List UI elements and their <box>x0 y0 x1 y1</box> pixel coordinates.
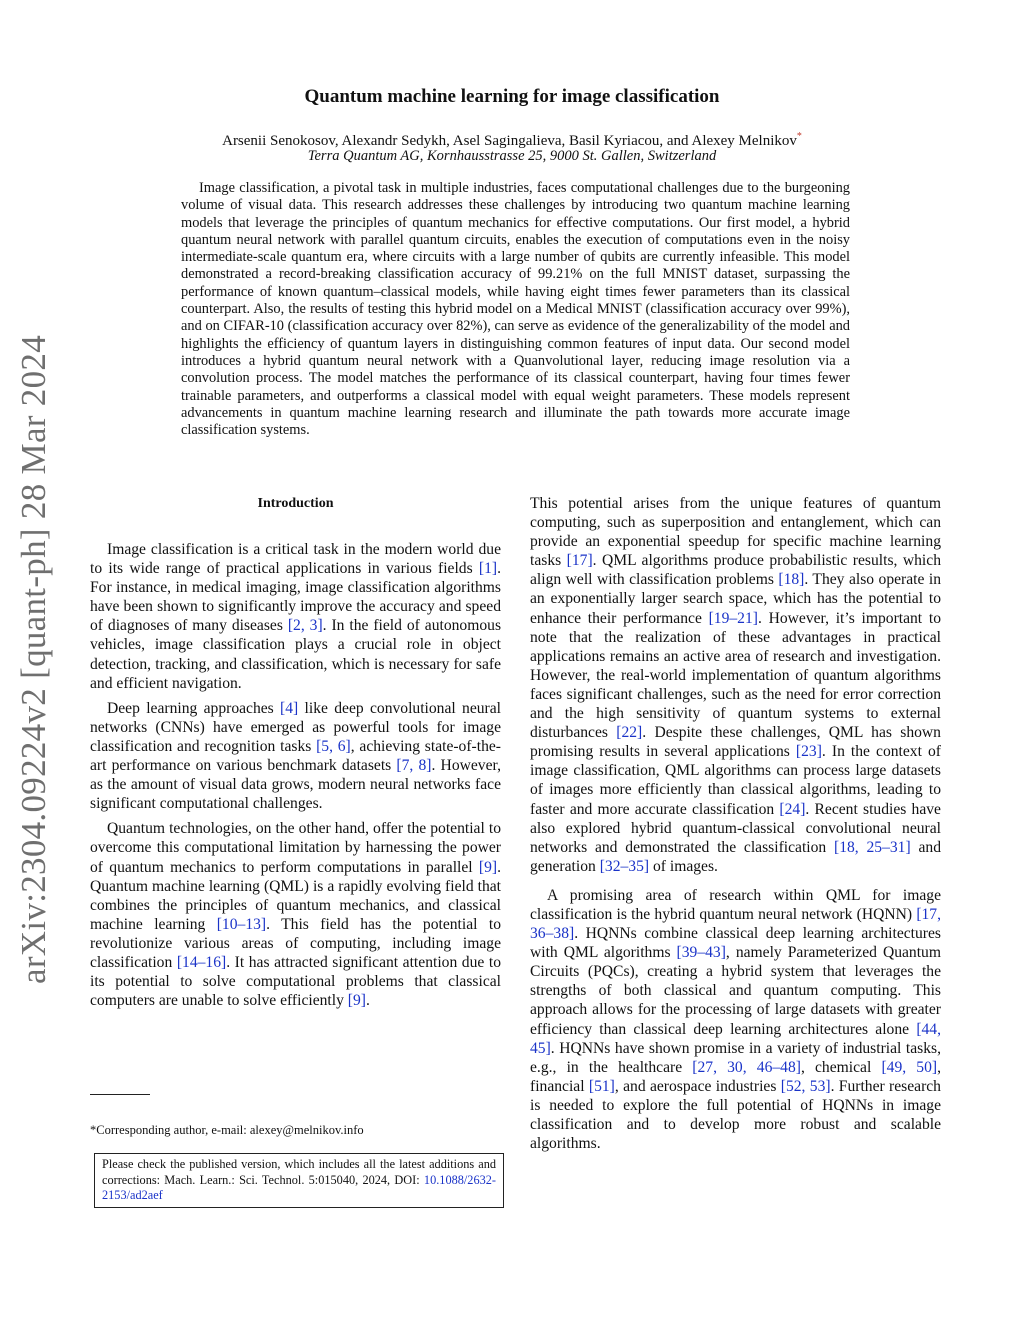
intro-paragraph-3 <box>90 819 501 1010</box>
citation-link[interactable]: [44, 45] <box>530 1020 941 1057</box>
citation-link[interactable]: [9] <box>347 992 366 1010</box>
corresponding-author-mark: * <box>796 131 802 142</box>
paragraph-text: like deep convolutional neural networks (CNNs) have emerged as powerful tools for image classification and recognition tasks <box>90 699 501 755</box>
citation-link[interactable]: [32–35] <box>599 857 650 875</box>
paragraph-text: . It has attracted significant attention due to its potential to solve computational problems that classical computers are unable to solve efficiently <box>90 953 501 1010</box>
citation-link[interactable]: [22] <box>616 724 643 742</box>
footnote-corresponding-author: *Corresponding author, e-mail: alexey@melnikov.info <box>90 1123 364 1137</box>
affiliation: Terra Quantum AG, Kornhausstrasse 25, 9000 St. Gallen, Switzerland <box>307 148 717 164</box>
paragraph-text: . In the field of autonomous vehicles, image classification plays a crucial role in object detection, tracking, and classification, which is necessary for safe and efficient navigation. <box>90 617 502 692</box>
paragraph-text: . This field has the potential to revolutionize various areas of computing, including image classification <box>90 915 501 971</box>
paragraph-text: , namely Parameterized Quantum Circuits (PQCs), creating a hybrid system that leverages the strengths of both classical and quantum computing. This approach allows for the processing of large datasets with greater efficiency than classical deep learning architectures alone <box>530 944 941 1038</box>
citation-link[interactable]: [10–13] <box>216 915 267 933</box>
citation-link[interactable]: [39–43] <box>676 944 726 962</box>
citation-link[interactable]: [51] <box>588 1077 615 1095</box>
citation-link[interactable]: [17] <box>566 552 593 570</box>
citation-link[interactable]: [18] <box>778 571 805 589</box>
paragraph-text: A promising area of research within QML for image classification is the hybrid quantum neural network (HQNN) <box>530 886 941 923</box>
citation-link[interactable]: [5, 6] <box>316 737 351 755</box>
paragraph-text: , and aerospace industries <box>614 1077 781 1095</box>
authors-text: Arsenii Senokosov, Alexandr Sedykh, Asel Sagingalieva, Basil Kyriacou, and Alexey Melnikov <box>222 133 797 149</box>
paragraph-text: . Further research is needed to explore the full potential of HQNNs in image classification and to develop more robust and scalable algorithms. <box>530 1077 941 1153</box>
citation-link[interactable]: [2, 3] <box>287 617 323 635</box>
paragraph-text: This potential arises from the unique features of quantum computing, such as superposition and entanglement, which can provide an exponential speedup for specific machine learning tasks <box>530 495 941 570</box>
paragraph-text: . <box>365 992 370 1010</box>
intro-paragraph-1 <box>90 540 501 693</box>
section-heading-introduction: Introduction <box>257 496 334 511</box>
paragraph-text: . QML algorithms produce probabilistic results, which align well with classification problems <box>530 552 941 589</box>
citation-link[interactable]: [18, 25–31] <box>834 838 911 856</box>
citation-link[interactable]: [23] <box>795 743 822 761</box>
left-column <box>90 494 501 1016</box>
right-column <box>530 494 941 1159</box>
notice-text: Please check the published version, which includes all the latest additions and corrections: Mach. Learn.: Sci. Technol. 5:015040, 2024, DOI: <box>102 1157 496 1187</box>
citation-link[interactable]: [19–21] <box>708 609 758 627</box>
citation-link[interactable]: [52, 53] <box>780 1077 831 1095</box>
intro-paragraph-5 <box>530 886 941 1153</box>
citation-link[interactable]: [7, 8] <box>396 757 432 775</box>
paragraph-text: . Quantum machine learning (QML) is a rapidly evolving field that combines the principles of quantum mechanics, and classical machine learning <box>90 858 501 933</box>
paragraph-text: . HQNNs combine classical deep learning architectures with QML algorithms <box>530 925 941 962</box>
citation-link[interactable]: [1] <box>478 560 498 578</box>
paragraph-text: Deep learning approaches <box>107 699 281 717</box>
paragraph-text: . For instance, in medical imaging, image classification algorithms have been shown to significantly improve the accuracy and speed of diagnoses of many diseases <box>90 560 501 635</box>
citation-link[interactable]: [4] <box>280 699 299 717</box>
citation-link[interactable]: [14–16] <box>176 953 227 971</box>
paragraph-text: . Despite these challenges, QML has shown promising results in several applications <box>530 724 941 761</box>
paragraph-text: . However, it’s important to note that the realization of these advantages in practical applications remains an active area of research and investigation. However, the real-world implementation of quantum algorithms faces significant challenges, such as the need for error correction and the high sensitivity of quantum systems to external disturbances <box>530 609 941 742</box>
paper-title: Quantum machine learning for image classification <box>304 86 720 107</box>
footnote-rule <box>90 1094 150 1095</box>
paragraph-text: Quantum technologies, on the other hand, offer the potential to overcome this computational limitation by harnessing the power of quantum mechanics to perform computations in parallel <box>90 820 501 876</box>
paragraph-text: and generation <box>530 838 941 875</box>
paragraph-text: . In the context of image classification, QML algorithms can process large datasets of images more efficiently than classical algorithms, leading to faster and more accurate classification <box>530 743 941 818</box>
citation-link[interactable]: [9] <box>478 858 498 876</box>
intro-paragraph-2 <box>90 699 501 814</box>
paragraph-text: Image classification is a critical task in the modern world due to its wide range of practical applications in various fields <box>90 541 501 578</box>
intro-paragraph-4 <box>530 494 941 876</box>
paragraph-text: . They also operate in an exponentially larger search space, which has the potential to enhance their performance <box>530 571 941 627</box>
citation-link[interactable]: [17, 36–38] <box>530 905 941 943</box>
published-version-notice <box>94 1153 504 1208</box>
paragraph-text: , financial <box>530 1058 941 1095</box>
paragraph-text: . However, as the amount of visual data grows, modern neural networks face significant computational challenges. <box>90 757 501 813</box>
paragraph-text: , chemical <box>800 1058 882 1076</box>
arxiv-side-stamp: arXiv:2304.09224v2 [quant-ph] 28 Mar 2024 <box>14 335 53 985</box>
citation-link[interactable]: [24] <box>779 800 806 818</box>
citation-link[interactable]: [49, 50] <box>881 1058 938 1076</box>
paragraph-text: . HQNNs have shown promise in a variety of industrial tasks, e.g., in the healthcare <box>530 1039 941 1076</box>
paragraph-text: , achieving state-of-the-art performance on various benchmark datasets <box>90 737 501 775</box>
paragraph-text: . Recent studies have also explored hybrid quantum-classical convolutional neural networks and demonstrated the classification <box>530 800 941 856</box>
abstract: Image classification, a pivotal task in multiple industries, faces computational challenges due to the burgeoning volume of visual data. This research addresses these challenges by introducing two quantum machine learning models that leverage the principles of quantum mechanics for effective computations. Our first model, a hybrid quantum neural network with parallel quantum circuits, enables the execution of computations even in the noisy intermediate-scale quantum era, where circuits with a large number of qubits are currently infeasible. This model demonstrated a record-breaking classification accuracy of 99.21% on the full MNIST dataset, surpassing the performance of known quantum–classical models, while having eight times fewer parameters than its classical counterpart. Also, the results of testing this hybrid model on a Medical MNIST (classification accuracy over 99%), and on CIFAR-10 (classification accuracy over 82%), can serve as evidence of the generalizability of the model and highlights the efficiency of quantum layers in distinguishing common features of input data. Our second model introduces a hybrid quantum neural network with a Quanvolutional layer, reducing image resolution via a convolution process. The model matches the performance of its classical counterpart, having four times fewer trainable parameters, and outperforms a classical model with equal weight parameters. These models represent advancements in quantum machine learning research and illuminate the path towards more accurate image classification systems. <box>181 180 850 439</box>
paragraph-text: of images. <box>649 857 718 875</box>
doi-link[interactable]: 10.1088/2632-2153/ad2aef <box>102 1172 496 1203</box>
citation-link[interactable]: [27, 30, 46–48] <box>692 1058 801 1076</box>
